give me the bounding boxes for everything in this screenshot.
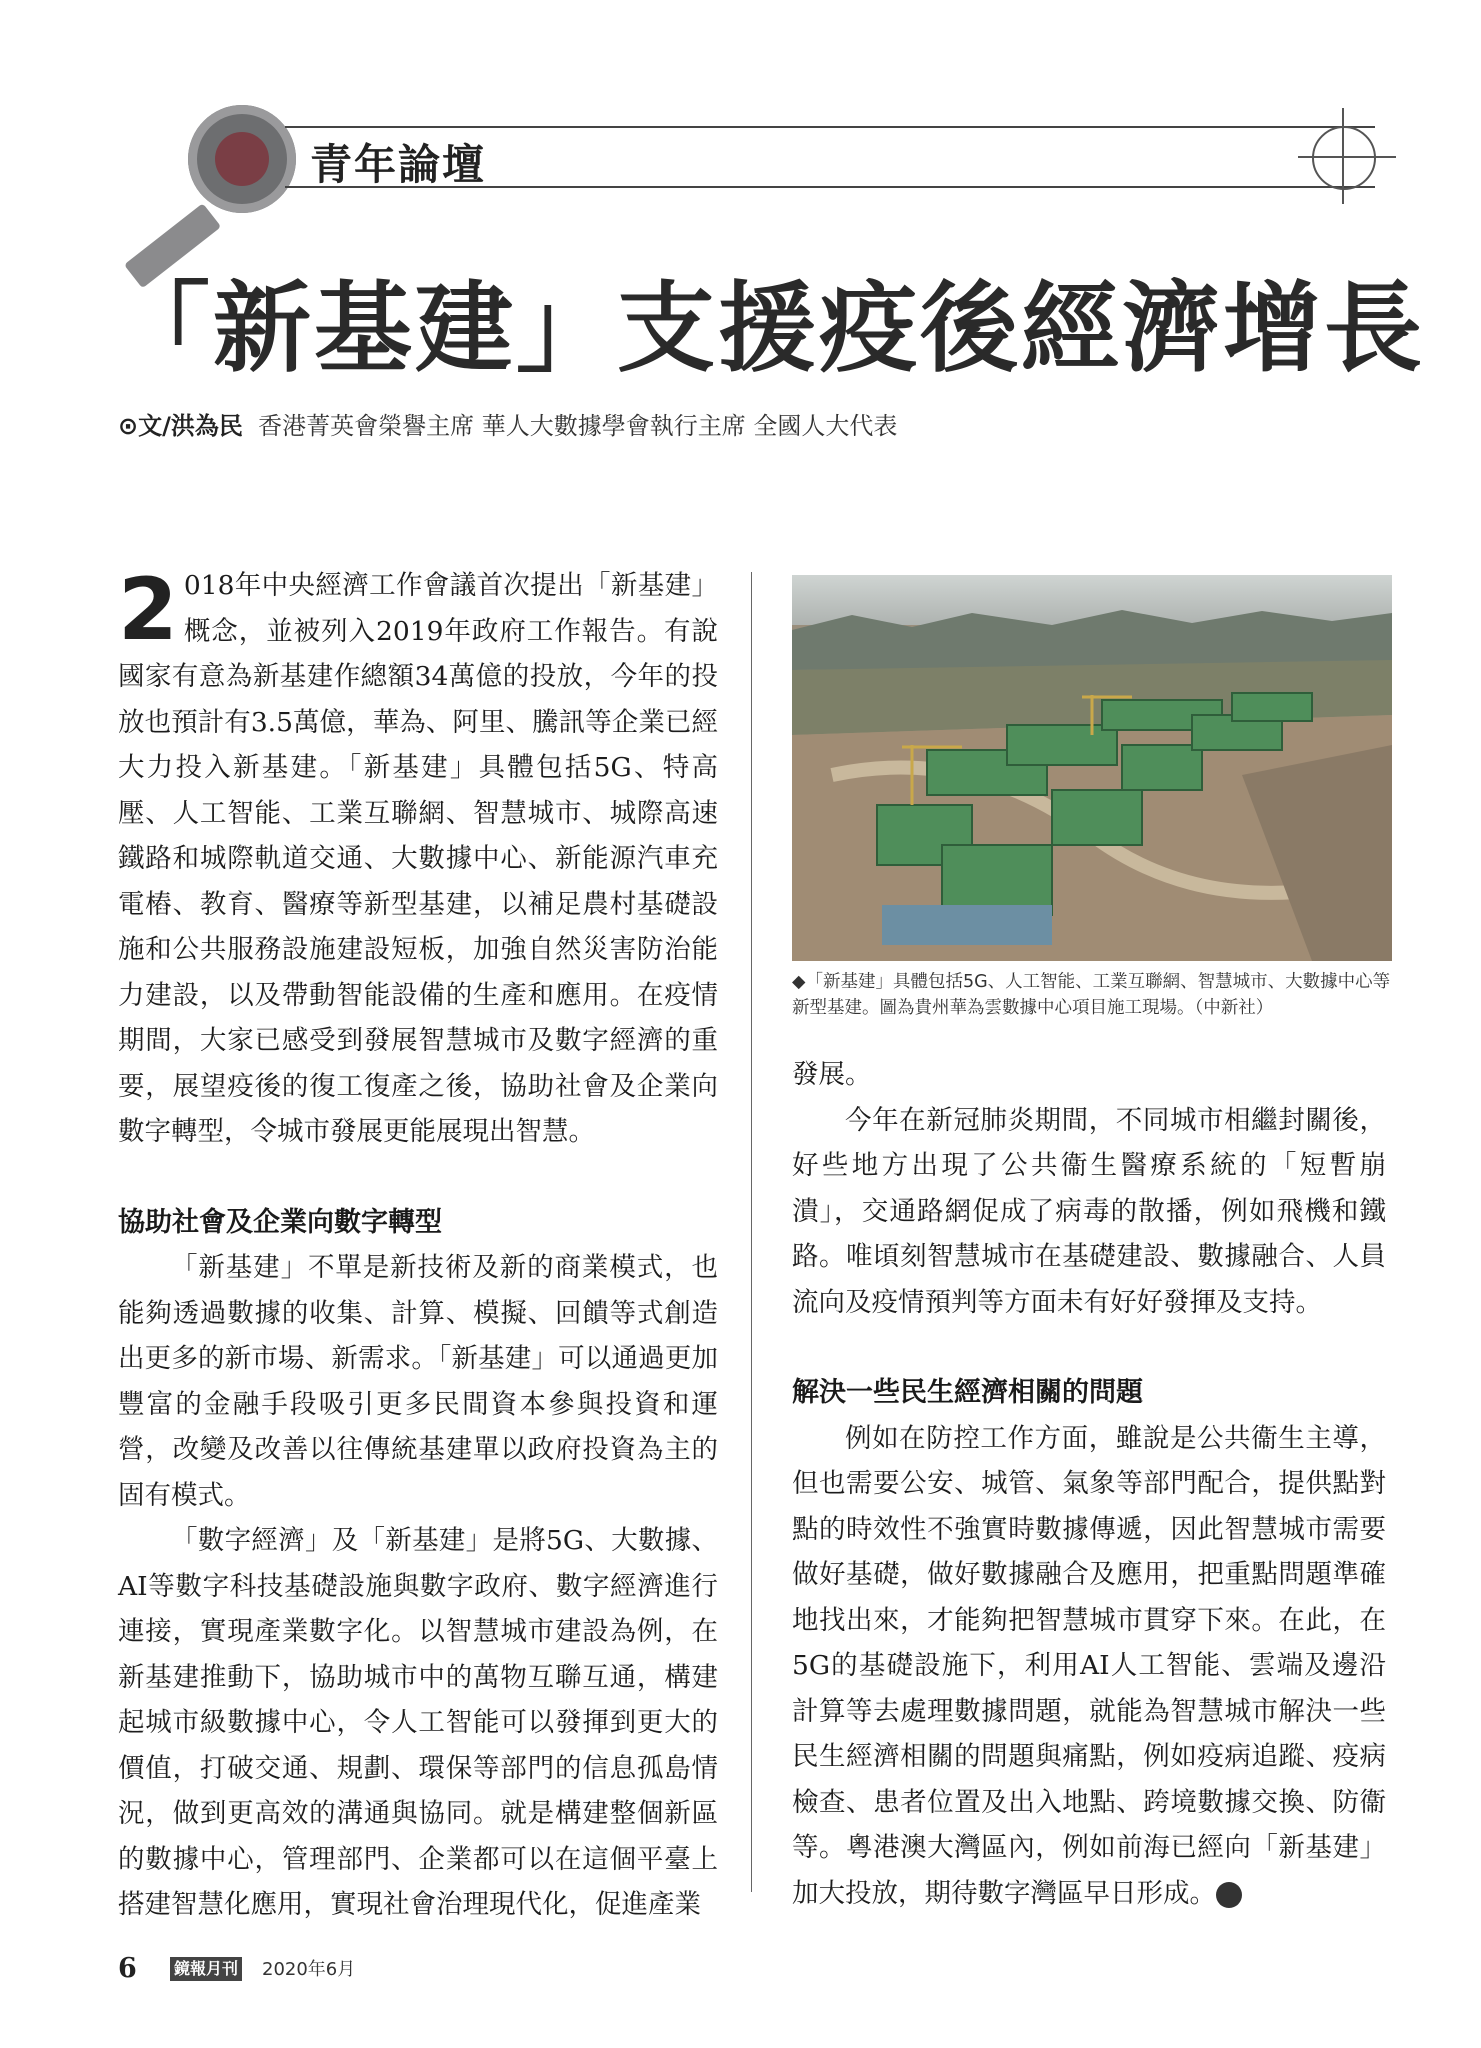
header-rule-top [285,126,1375,128]
publication-name: 鏡報月刊 [170,1957,242,1981]
paragraph-1-text: 018年中央經濟工作會議首次提出「新基建」概念，並被列入2019年政府工作報告。有說國家有意為新基建作總額34萬億的投放，今年的投放也預計有3.5萬億，華為、阿里、騰訊等企業已經大力投入新基建。「新基建」具體包括5G、特高壓、人工智能、工業互聯網、智慧城市、城際高速鐵路和城際軌道交通、大數據中心、新能源汽車充電樁、教育、醫療等新型基建，以補足農村基礎設施和公共服務設施建設短板，加強自然災害防治能力建設，以及帶動智能設備的生產和應用。在疫情期間，大家已感受到發展智慧城市及數字經濟的重要，展望疫後的復工復產之後，協助社會及企業向數字轉型，令城市發展更能展現出智慧。 [118,570,718,1147]
byline-author: ⊙文/洪為民 [118,412,243,440]
paragraph-3: 「數字經濟」及「新基建」是將5G、大數據、AI等數字科技基礎設施與數字政府、數字經濟進行連接，實現產業數字化。以智慧城市建設為例，在新基建推動下，協助城市中的萬物互聯互通，構建起城市級數據中心，令人工智能可以發揮到更大的價值，打破交通、規劃、環保等部門的信息孤島情況，做到更高效的溝通與協同。就是構建整個新區的數據中心，管理部門、企業都可以在這個平臺上搭建智慧化應用，實現社會治理現代化，促進產業 [118,1525,718,1920]
right-column [792,1052,1386,1916]
paragraph-2: 「新基建」不單是新技術及新的商業模式，也能夠透過數據的收集、計算、模擬、回饋等式創造出更多的新市場、新需求。「新基建」可以通過更加豐富的金融手段吸引更多民間資本參與投資和運營，改變及改善以往傳統基建單以政府投資為主的固有模式。 [118,1252,718,1511]
column-divider [751,572,752,1892]
crosshair-horizontal [1298,156,1396,158]
byline-titles: 香港菁英會榮譽主席 華人大數據學會執行主席 全國人大代表 [258,412,898,440]
drop-cap: 2 [118,560,178,660]
paragraph-5: 今年在新冠肺炎期間，不同城市相繼封關後，好些地方出現了公共衞生醫療系統的「短暫崩潰」，交通路網促成了病毒的散播，例如飛機和鐵路。唯頃刻智慧城市在基礎建設、數據融合、人員流向及疫情預判等方面未有好好發揮及支持。 [792,1104,1386,1318]
construction-site-photo [792,575,1392,961]
end-mark-icon: 鏡 [1216,1882,1242,1908]
paragraph-4: 發展。 [792,1059,872,1090]
subheading-2: 解決一些民生經濟相關的問題 [792,1377,1143,1408]
subheading-1: 協助社會及企業向數字轉型 [118,1206,442,1238]
article-headline: 「新基建」支援疫後經濟增長 [112,272,1426,386]
paragraph-1 [118,560,718,1155]
left-column [118,560,718,1928]
paragraph-6 [792,1416,1386,1917]
photo-illustration [792,575,1392,961]
paragraph-6-text: 例如在防控工作方面，雖說是公共衞生主導，但也需要公安、城管、氣象等部門配合，提供點對點的時效性不強實時數據傳遞，因此智慧城市需要做好基礎，做好數據融合及應用，把重點問題準確地找出來，才能夠把智慧城市貫穿下來。在此，在5G的基礎設施下，利用AI人工智能、雲端及邊沿計算等去處理數據問題，就能為智慧城市解決一些民生經濟相關的問題與痛點，例如疫病追蹤、疫病檢查、患者位置及出入地點、跨境數據交換、防衞等。粵港澳大灣區內，例如前海已經向「新基建」加大投放，期待數字灣區早日形成。 [792,1422,1386,1909]
page-number: 6 [118,1953,137,1984]
section-tag: 青年論壇 [310,140,487,189]
byline [118,406,897,441]
publication-date: 2020年6月 [262,1959,356,1980]
magnifier-lens-graphic [215,132,269,186]
photo-caption: ◆「新基建」具體包括5G、人工智能、工業互聯網、智慧城市、大數據中心等新型基建。圖為貴州華為雲數據中心項目施工現場。（中新社） [792,972,1391,1018]
crosshair-icon [1312,126,1376,190]
